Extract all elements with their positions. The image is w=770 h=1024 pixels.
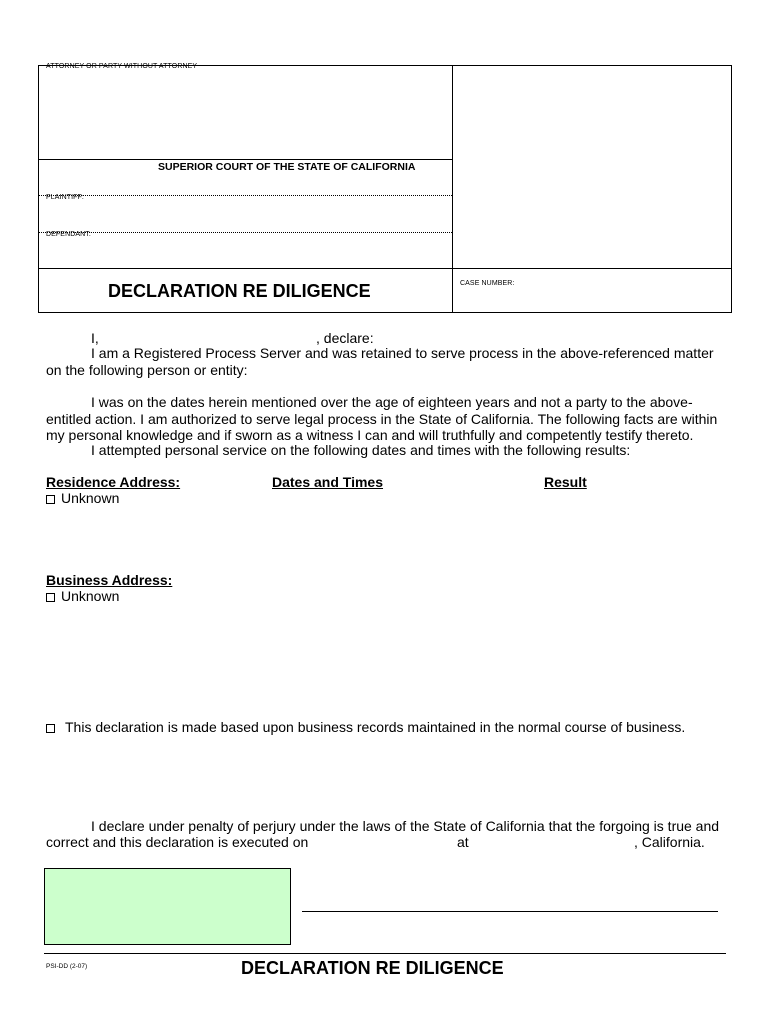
residence-unknown-option[interactable] bbox=[46, 490, 119, 507]
attorney-field[interactable] bbox=[40, 76, 450, 156]
business-records-option[interactable] bbox=[46, 719, 685, 736]
business-unknown-checkbox[interactable] bbox=[46, 593, 55, 602]
attorney-label: ATTORNEY OR PARTY WITHOUT ATTORNEY bbox=[46, 63, 198, 70]
execution-city-field[interactable] bbox=[474, 832, 634, 850]
plaintiff-field[interactable] bbox=[40, 204, 450, 230]
residence-unknown-checkbox[interactable] bbox=[46, 495, 55, 504]
plaintiff-label: PLAINTIFF: bbox=[46, 194, 84, 201]
residence-details-field[interactable] bbox=[46, 508, 726, 570]
paragraph-attempts: I attempted personal service on the following dates and times with the following results: bbox=[91, 442, 631, 458]
perjury-at: at bbox=[457, 834, 469, 850]
dates-times-heading: Dates and Times bbox=[272, 474, 384, 490]
declare-text: , declare: bbox=[316, 330, 374, 346]
business-records-checkbox[interactable] bbox=[46, 724, 55, 733]
residence-unknown-label: Unknown bbox=[61, 490, 120, 506]
perjury-california: , California. bbox=[634, 834, 705, 850]
residence-address-heading: Residence Address: bbox=[46, 474, 181, 490]
signature-line[interactable] bbox=[302, 911, 718, 912]
form-code: PSI-DD (2-07) bbox=[46, 963, 88, 970]
business-unknown-label: Unknown bbox=[61, 588, 120, 604]
court-name: SUPERIOR COURT OF THE STATE OF CALIFORNIA bbox=[158, 161, 416, 173]
business-records-statement: This declaration is made based upon business records maintained in the normal course of business. bbox=[65, 719, 686, 735]
defendant-label: DEFENDANT: bbox=[46, 231, 91, 238]
paragraph-qualifications: I was on the dates herein mentioned over the age of eighteen years and not a party to the above-entitled action. I am authorized to serve legal process in the State of California. The following facts are within my personal knowledge and if sworn as a witness I can and will truthfully and competently testify thereto. bbox=[46, 394, 718, 443]
paragraph-retained: I am a Registered Process Server and was retained to serve process in the above-referenced matter on the following person or entity: bbox=[46, 345, 714, 378]
server-info-box[interactable] bbox=[44, 868, 291, 945]
business-details-field[interactable] bbox=[46, 606, 726, 706]
case-number-field[interactable] bbox=[456, 290, 728, 310]
execution-date-field[interactable] bbox=[310, 832, 450, 850]
footer-divider bbox=[44, 953, 726, 954]
footer-title: DECLARATION RE DILIGENCE bbox=[241, 958, 504, 978]
defendant-field[interactable] bbox=[40, 241, 450, 267]
result-heading: Result bbox=[544, 474, 587, 490]
perjury-line-2: correct and this declaration is executed on bbox=[46, 834, 309, 850]
business-address-heading: Business Address: bbox=[46, 572, 173, 588]
declarant-prefix: I, bbox=[91, 330, 99, 346]
case-number-label: CASE NUMBER: bbox=[460, 280, 515, 287]
perjury-line-1: I declare under penalty of perjury under the laws of the State of California that the forgoing is true and bbox=[91, 818, 720, 834]
declarant-name-field[interactable] bbox=[102, 328, 312, 346]
form-title: DECLARATION RE DILIGENCE bbox=[108, 281, 371, 301]
business-unknown-option[interactable] bbox=[46, 588, 119, 605]
